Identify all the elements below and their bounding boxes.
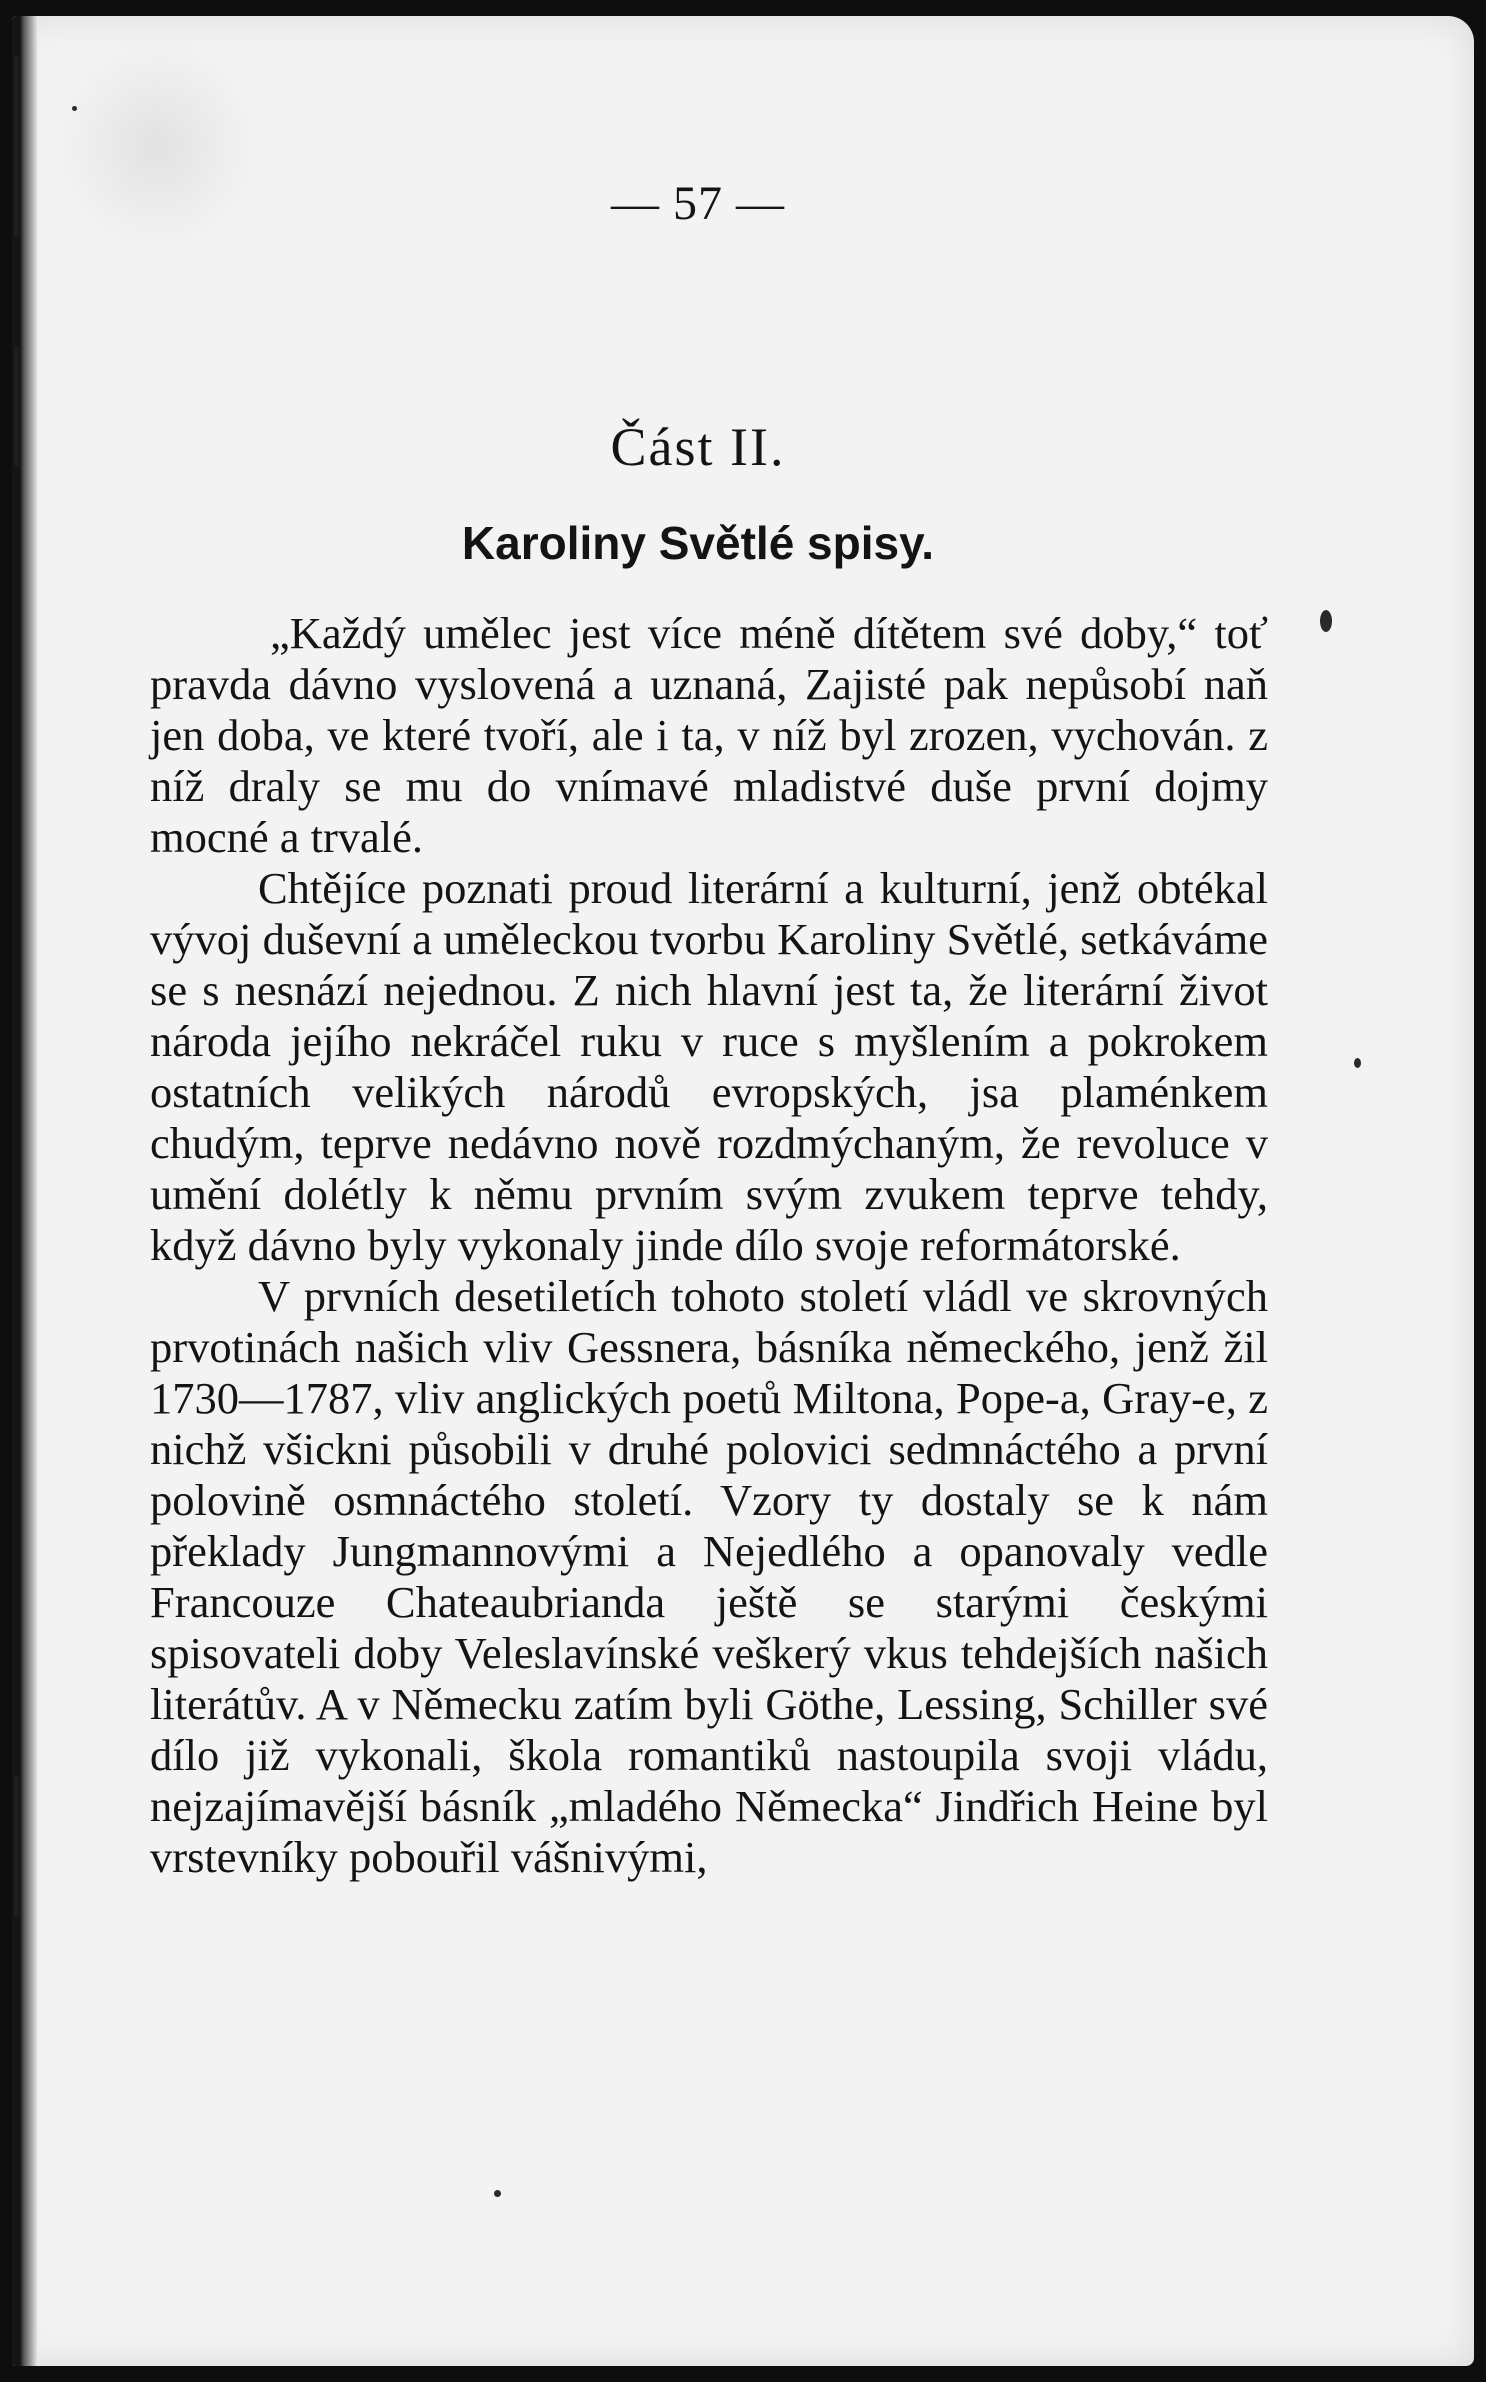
body-text [150, 608, 1268, 1883]
paragraph: Chtějíce poznati proud literární a kulturní, jenž obtékal vývoj duševní a uměleckou tvorbu Karoliny Světlé, setkáváme se s nesnází nejednou. Z nich hlavní jest ta, že literární život národa jejího nekráčel ruku v ruce s myšlením a pokrokem ostatních velikých národů evropských, jsa plaménkem chudým, teprve nedávno nově rozdmýchaným, že revoluce v umění dolétly k němu prvním svým zvukem teprve tehdy, když dávno byly vykonaly jinde dílo svoje reformátorské. [150, 863, 1268, 1270]
ink-speck [1354, 1058, 1361, 1068]
part-title: Část II. [610, 417, 786, 477]
ink-speck [494, 2190, 501, 2197]
book-page [12, 16, 1474, 2366]
ink-speck [72, 106, 77, 111]
page-number: — 57 — [611, 177, 785, 230]
section-title: Karoliny Světlé spisy. [461, 517, 935, 569]
ink-speck [1320, 610, 1332, 632]
binding-thread [14, 1776, 19, 1916]
paragraph: „Každý umělec jest více méně dítětem své doby,“ toť pravda dávno vyslovená a uznaná, Zajisté pak nepůsobí naň jen doba, ve které tvoří, ale i ta, v níž byl zrozen, vychován. z níž draly se mu do vnímavé mladistvé duše první dojmy mocné a trvalé. [150, 608, 1268, 862]
paragraph: V prvních desetiletích tohoto století vládl ve skrovných prvotinách našich vliv Gessnera, básníka německého, jenž žil 1730—1787, vliv anglických poetů Miltona, Pope-a, Gray-e, z nichž všickni působili v druhé polovici sedmnáctého a první polovině osmnáctého století. Vzory ty dostaly se k nám překlady Jungmannovými a Nejedlého a opanovaly vedle Francouze Chateaubrianda ještě se starými českými spisovateli doby Veleslavínské veškerý vkus tehdejších našich literátův. A v Německu zatím byli Göthe, Lessing, Schiller své dílo již vykonali, škola romantiků nastoupila svoji vládu, nejzajímavější básník „mladého Německa“ Jindřich Heine byl vrstevníky pobouřil vášnivými, [150, 1271, 1268, 1882]
